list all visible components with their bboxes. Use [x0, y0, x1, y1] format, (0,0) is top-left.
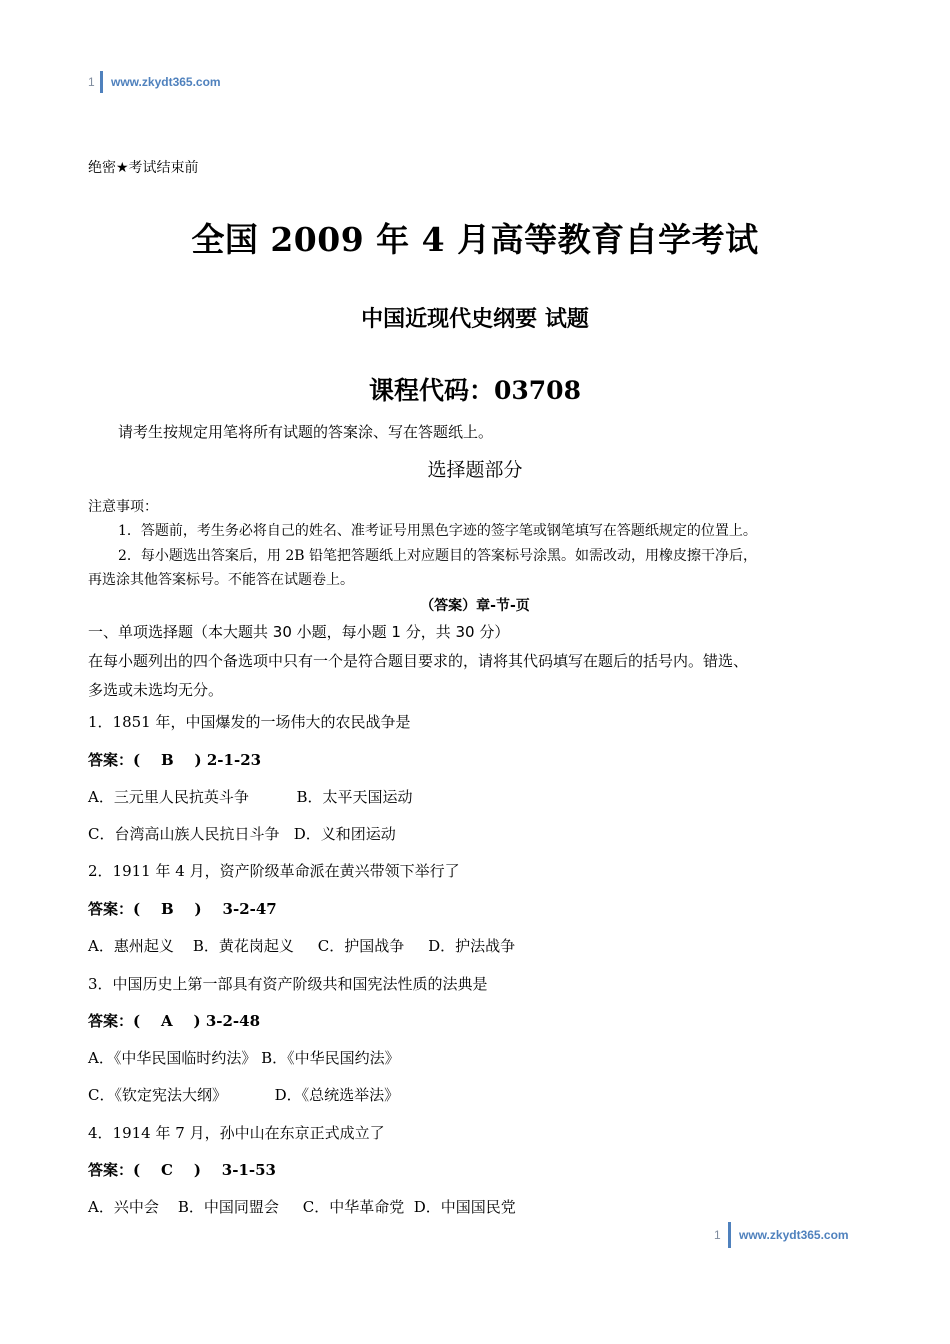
- answer-key: 答案：( B ) 2-1-23: [88, 751, 262, 769]
- header-divider: [100, 71, 103, 93]
- header-site-url[interactable]: www.zkydt365.com: [111, 75, 221, 89]
- notice-item-2: 2．每小题选出答案后，用 2B 铅笔把答题纸上对应题目的答案标号涂黑。如需改动，用橡皮擦干净后，: [118, 548, 758, 564]
- question-options: C．《钦定宪法大纲》 D．《总统选举法》: [88, 1086, 400, 1104]
- section-description: 在每小题列出的四个备选项中只有一个是符合题目要求的，请将其代码填写在题后的括号内。错选、: [88, 652, 749, 670]
- page-title: 全国 2009 年 4 月高等教育自学考试: [191, 220, 759, 259]
- footer-page-number: 1: [714, 1228, 721, 1242]
- course-code: 课程代码：03708: [369, 376, 581, 405]
- header-page-number: 1: [88, 75, 95, 89]
- answer-key: 答案：( C ) 3-1-53: [88, 1161, 276, 1179]
- section-description-cont: 多选或未选均无分。: [88, 681, 224, 699]
- footer-divider: [728, 1222, 731, 1248]
- question-stem: 1．1851 年，中国爆发的一场伟大的农民战争是: [88, 713, 411, 731]
- notice-item-1: 1．答题前，考生务必将自己的姓名、准考证号用黑色字迹的签字笔或钢笔填写在答题纸规定的位置上。: [118, 523, 757, 539]
- notice-item-2-cont: 再选涂其他答案标号。不能答在试题卷上。: [88, 572, 354, 588]
- part-title: 选择题部分: [427, 459, 523, 481]
- question-options: A．三元里人民抗英斗争 B．太平天国运动: [88, 788, 413, 806]
- answer-key: 答案：( B ) 3-2-47: [88, 900, 277, 918]
- secret-label: 绝密★考试结束前: [88, 160, 199, 176]
- notice-heading: 注意事项：: [88, 499, 158, 515]
- question-options: A．兴中会 B．中国同盟会 C．中华革命党 D．中国国民党: [88, 1198, 516, 1216]
- question-stem: 4．1914 年 7 月，孙中山在东京正式成立了: [88, 1124, 385, 1142]
- answer-format-note: （答案）章-节-页: [420, 598, 530, 614]
- section-heading: 一、单项选择题（本大题共 30 小题，每小题 1 分，共 30 分）: [88, 623, 510, 641]
- exam-subtitle: 中国近现代史纲要 试题: [361, 307, 589, 332]
- footer-site-url[interactable]: www.zkydt365.com: [739, 1228, 849, 1242]
- question-options: A．惠州起义 B．黄花岗起义 C．护国战争 D．护法战争: [88, 937, 516, 955]
- question-options: C．台湾高山族人民抗日斗争 D．义和团运动: [88, 825, 396, 843]
- question-stem: 2．1911 年 4 月，资产阶级革命派在黄兴带领下举行了: [88, 862, 460, 880]
- question-stem: 3．中国历史上第一部具有资产阶级共和国宪法性质的法典是: [88, 975, 488, 993]
- answer-key: 答案：( A ) 3-2-48: [88, 1012, 261, 1030]
- instruction-text: 请考生按规定用笔将所有试题的答案涂、写在答题纸上。: [118, 423, 494, 441]
- question-options: A．《中华民国临时约法》 B．《中华民国约法》: [88, 1049, 400, 1067]
